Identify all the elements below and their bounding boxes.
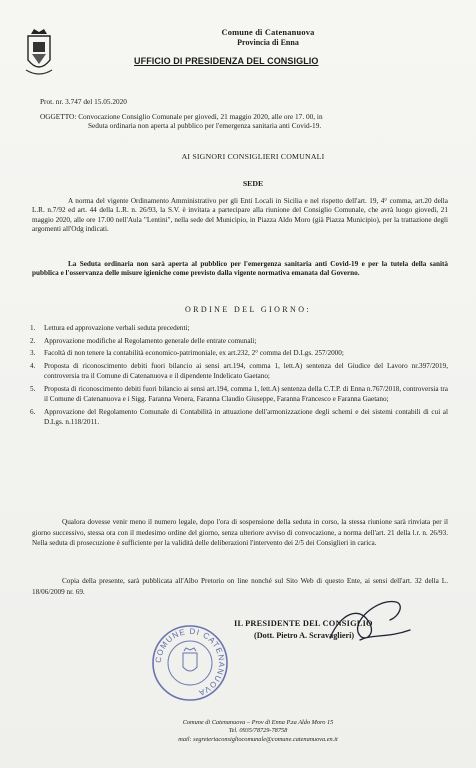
- subject-line-1: Convocazione Consiglio Comunale per giovedì, 21 maggio 2020, alle ore 17. 00, in: [78, 112, 323, 121]
- paragraph-publication: Copia della presente, sarà pubblicata all'Albo Pretorio on line nonché sul Sito Web di questo Ente, ai sensi dell'art. 32 della L. 18/06/2009 nr. 69.: [32, 577, 448, 596]
- agenda-item: 6. Approvazione del Regolamento Comunale di Contabilità in attuazione dell'armonizzazione degli schemi e dei sistemi contabili di cui al D.Lgs. n.118/2011.: [30, 407, 448, 427]
- subject-block: [40, 112, 460, 130]
- provincia-name: Provincia di Enna: [237, 38, 299, 47]
- comune-name: Comune di Catenanuova: [221, 28, 315, 37]
- paragraph-convocation: A norma del vigente Ordinamento Amministrativo per gli Enti Locali in Sicilia e nel rispetto dell'art. 19, 4° comma, art.20 della L.R. n.7/92 ed art. 44 della L.R. n. 26/93, la S.V. è invitata a partecipare alla riunione del Consiglio Comunale, che avrà luogo giovedì, 21 maggio 2020, alle ore 17.00 nell'Aula "Lentini", nella sede del Municipio, in Piazza Aldo Moro (già Piazza Municipio), per la trattazione degli argomenti all'Odg indicati.: [32, 197, 448, 233]
- sede-label: SEDE: [242, 179, 264, 188]
- municipal-stamp: [150, 623, 230, 703]
- agenda-title: ORDINE DEL GIORNO:: [184, 305, 311, 314]
- agenda-item: 3. Facoltà di non tenere la contabilità economico-patrimoniale, ex art.232, 2° comma del D.Lgs. 257/2000;: [30, 349, 344, 358]
- paragraph-quorum: Qualora dovesse venir meno il numero legale, dopo l'ora di sospensione della seduta in corso, la stessa riunione sarà rinviata per il giorno successivo, stessa ora con il medesimo ordine del giorno, senza ulteriore avviso di convocazione, a norma dell'art. 21 della l.r. n. 26/93. Nella seduta di prosecuzione è sufficiente per la validità delle deliberazioni l'intervento dei 2/5 dei Consiglieri in carica.: [32, 518, 448, 548]
- agenda-list: [30, 323, 448, 430]
- recipients: AI SIGNORI CONSIGLIERI COMUNALI: [181, 152, 325, 161]
- footer: [0, 719, 476, 744]
- protocol-number: Prot. nr. 3.747 del 15.05.2020: [40, 97, 127, 106]
- footer-phone: Tel. 0935/78729-78758: [228, 727, 288, 735]
- stamp-text: COMUNE DI CATENANUOVA: [153, 626, 227, 698]
- footer-address: Comune di Catenanuova – Prov di Enna P.za Aldo Moro 15: [182, 719, 334, 726]
- letterhead: [0, 28, 476, 47]
- svg-text:COMUNE DI CATENANUOVA: [154, 627, 226, 698]
- agenda-item: 4. Proposta di riconoscimento debiti fuori bilancio ai sensi art.194, comma 1, lett.A) sentenza del Giudice del Lavoro nr.397/2019, controversia tra il Comune di Catenanuova e il dipendente Indelicato Gaetano;: [30, 361, 448, 381]
- agenda-item: 5. Proposta di riconoscimento debiti fuori bilancio ai sensi art.194, comma 1, lett.A) sentenza della C.T.P. di Enna n.767/2018, controversia tra il Comune di Catenanuova e i Sigg. Faranna Venera, Faranna Claudio Giuseppe, Faranna Francesco e Faranna Gaetano;: [30, 384, 448, 404]
- office-title: UFFICIO DI PRESIDENZA DEL CONSIGLIO: [134, 56, 319, 66]
- signatory-name: (Dott. Pietro A. Scravaglieri): [254, 631, 355, 640]
- agenda-item: 1. Lettura ed approvazione verbali seduta precedenti;: [30, 324, 190, 332]
- signatory-title: IL PRESIDENTE DEL CONSIGLIO: [234, 619, 373, 628]
- footer-email: mail: segreteriaconsigliocomunale@comune.catenanuova.en.it: [178, 735, 338, 743]
- paragraph-covid-notice: La Seduta ordinaria non sarà aperta al pubblico per l'emergenza sanitaria anti Covid-19 e per la tutela della sanità pubblica e l'osservanza delle misure igieniche come previsto dalla vigente normativa emanata dal Governo.: [32, 260, 448, 278]
- agenda-item: 2. Approvazione modifiche al Regolamento generale delle entrate comunali;: [30, 336, 257, 345]
- subject-line-2: Seduta ordinaria non aperta al pubblico per l'emergenza sanitaria anti Covid-19.: [88, 121, 322, 130]
- subject-label: OGGETTO:: [40, 112, 77, 121]
